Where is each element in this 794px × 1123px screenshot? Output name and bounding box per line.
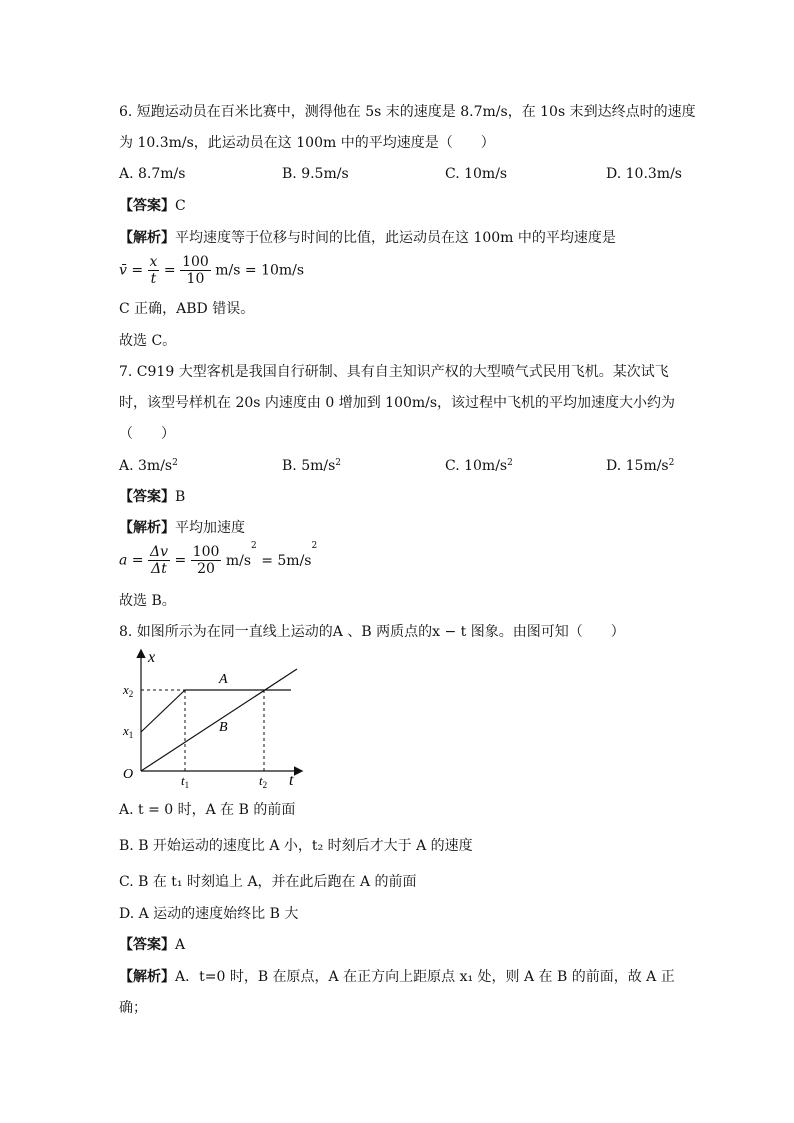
q7-stem-line2: 时，该型号样机在 20s 内速度由 0 增加到 100m/s，该过程中飞机的平均加速度大小约为 [119,395,676,411]
q7-option-d: D. $15m/s^2$ [606,458,675,474]
q8-answer [119,935,185,955]
tick-t1: $t_1$ [181,773,190,790]
q6-conclusion: C 正确，ABD 错误。 [119,301,255,317]
analysis-text: 平均加速度 [175,520,245,536]
q7-option-b: B. $5m/s^2$ [282,458,342,474]
q7-option-c: C. $10m/s^2$ [445,458,513,474]
answer-tag: 【答案】 [119,937,175,953]
formula-lhs: v̄ = [119,262,144,279]
q8-analysis-line2: 确； [119,1000,147,1016]
analysis-text: A．t=0 时，B 在原点，A 在正方向上距原点 x₁ 处，则 A 在 B 的前面，故 A 正 [175,969,675,985]
analysis-tag: 【解析】 [119,969,175,985]
q8-option-c: C. B 在 t₁ 时刻追上 A，并在此后跑在 A 的前面 [119,874,417,890]
q7-option-a: A. $3m/s^2$ [119,458,178,474]
q6-option-a: A. 8.7m/s [119,166,186,182]
q7-answer [119,487,185,507]
answer-tag: 【答案】 [119,198,175,214]
q6-option-c: C. 10m/s [445,166,508,182]
axis-label-x: x [148,649,156,666]
formula-eq: = [174,552,187,569]
q7-formula [119,541,318,577]
formula-fraction-1: $\frac{\Delta v}{\Delta t}$ [149,544,169,577]
answer-value: A [175,937,186,953]
analysis-tag: 【解析】 [119,520,175,536]
q8-xt-graph [115,645,315,790]
q6-formula [119,254,304,287]
q6-answer [119,196,186,216]
q6-option-b: B. 9.5m/s [282,166,349,182]
q7-stem-line3: （ ） [119,426,175,442]
answer-value: C [175,198,186,214]
q8-stem: 8. 如图所示为在同一直线上运动的A 、B 两质点的x − t 图象。由图可知（ ） [119,624,625,640]
q7-stem-line1: 7. C919 大型客机是我国自行研制、具有自主知识产权的大型喷气式民用飞机。某次试飞 [119,364,669,380]
axis-label-t: t [289,772,294,789]
analysis-tag: 【解析】 [119,230,175,246]
tick-t2: $t_2$ [259,773,268,790]
formula-fraction-2: $\frac{100}{10}$ [182,254,209,287]
tick-x1: $x_1$ [123,723,134,740]
q8-analysis-line1 [119,967,675,987]
q6-choose: 故选 C。 [119,333,177,349]
formula-rest: $m/s^2 = 5m/s^2$ [225,541,318,569]
answer-value: B [175,489,186,505]
q6-analysis [119,228,616,248]
label-a: A [219,672,228,687]
formula-fraction-2: $\frac{100}{20}$ [192,544,220,577]
formula-lhs: a = [119,552,144,569]
q6-option-d: D. 10.3m/s [606,166,682,182]
tick-x2: $x_2$ [123,682,134,699]
q8-option-a: A. t = 0 时，A 在 B 的前面 [119,802,296,818]
q6-stem-line1: 6. 短跑运动员在百米比赛中，测得他在 5s 末的速度是 8.7m/s，在 10s 末到达终点时的速度 [119,104,696,120]
q8-option-d: D. A 运动的速度始终比 B 大 [119,906,299,922]
formula-eq: = [163,262,176,279]
answer-tag: 【答案】 [119,489,175,505]
origin-label: O [123,767,134,782]
q7-choose: 故选 B。 [119,593,176,609]
q8-option-b: B. B 开始运动的速度比 A 小，t₂ 时刻后才大于 A 的速度 [119,838,473,854]
q7-analysis [119,518,245,538]
line-a-rise [141,690,185,732]
q6-stem-line2: 为 10.3m/s，此运动员在这 100m 中的平均速度是（ ） [119,135,495,151]
label-b: B [219,720,228,735]
formula-fraction-1: $\frac{x}{t}$ [149,254,158,287]
analysis-text: 平均速度等于位移与时间的比值，此运动员在这 100m 中的平均速度是 [175,230,616,246]
formula-rest: m/s = 10m/s [215,262,305,279]
